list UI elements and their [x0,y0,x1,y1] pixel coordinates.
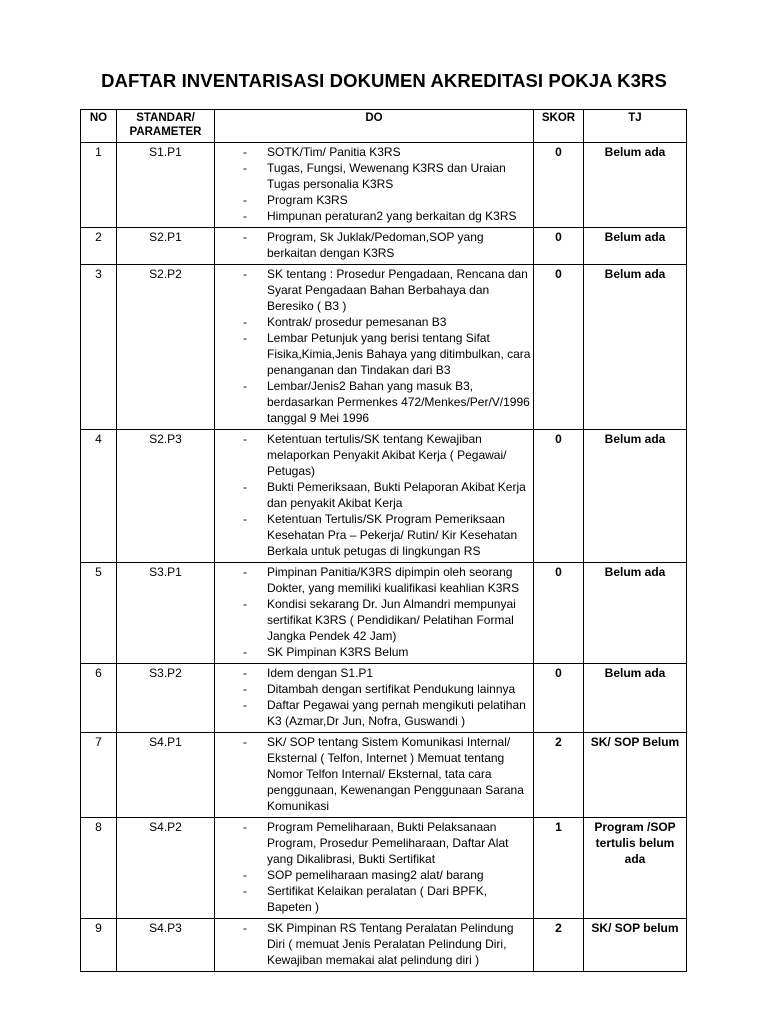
do-item-list [217,665,531,729]
row-do-cell [215,733,534,818]
header-standar: STANDAR/ PARAMETER [117,110,215,143]
row-tj: SK/ SOP Belum [584,733,687,818]
do-list-item: - Program Pemeliharaan, Bukti Pelaksanaan Program, Prosedur Pemeliharaan, Daftar Alat yang Dikalibrasi, Bukti Sertifikat [267,819,531,867]
do-list-item: - Program K3RS [267,192,531,208]
do-list-item: - Kondisi sekarang Dr. Jun Almandri mempunyai sertifikat K3RS ( Pendidikan/ Pelatihan Formal Jangka Pendek 42 Jam) [267,596,531,644]
do-item-list [217,564,531,660]
row-standar: S3.P2 [117,664,215,733]
do-list-item: - Program, Sk Juklak/Pedoman,SOP yang berkaitan dengan K3RS [267,229,531,261]
do-item-list [217,144,531,224]
row-do-cell [215,919,534,972]
do-item-list [217,431,531,559]
do-list-item: - SOTK/Tim/ Panitia K3RS [267,144,531,160]
row-do-cell [215,563,534,664]
row-do-cell [215,228,534,265]
do-list-item: - SOP pemeliharaan masing2 alat/ barang [267,867,531,883]
row-number: 3 [81,265,117,430]
row-standar: S2.P3 [117,430,215,563]
document-table [80,109,687,972]
row-number: 4 [81,430,117,563]
row-number: 1 [81,143,117,228]
row-standar: S2.P1 [117,228,215,265]
table-row [81,265,687,430]
do-list-item: - Himpunan peraturan2 yang berkaitan dg K3RS [267,208,531,224]
row-skor: 0 [534,265,584,430]
row-standar: S4.P3 [117,919,215,972]
do-list-item: - SK Pimpinan RS Tentang Peralatan Pelindung Diri ( memuat Jenis Peralatan Pelindung Diri, Kewajiban memakai alat pelindung diri ) [267,920,531,968]
row-standar: S4.P2 [117,818,215,919]
table-header-row [81,110,687,143]
row-skor: 0 [534,430,584,563]
header-no: NO [81,110,117,143]
row-tj: Belum ada [584,563,687,664]
row-skor: 0 [534,664,584,733]
table-row [81,563,687,664]
do-list-item: - Lembar/Jenis2 Bahan yang masuk B3, berdasarkan Permenkes 472/Menkes/Per/V/1996 tanggal 9 Mei 1996 [267,378,531,426]
row-number: 9 [81,919,117,972]
row-number: 8 [81,818,117,919]
do-list-item: - Idem dengan S1.P1 [267,665,531,681]
row-standar: S1.P1 [117,143,215,228]
row-tj: Program /SOP tertulis belum ada [584,818,687,919]
table-row [81,143,687,228]
do-list-item: - Pimpinan Panitia/K3RS dipimpin oleh seorang Dokter, yang memiliki kualifikasi keahlian K3RS [267,564,531,596]
row-skor: 2 [534,733,584,818]
row-do-cell [215,430,534,563]
do-list-item: - Bukti Pemeriksaan, Bukti Pelaporan Akibat Kerja dan penyakit Akibat Kerja [267,479,531,511]
row-skor: 2 [534,919,584,972]
row-number: 7 [81,733,117,818]
row-tj: Belum ada [584,228,687,265]
row-standar: S4.P1 [117,733,215,818]
header-tj: TJ [584,110,687,143]
do-item-list [217,734,531,814]
do-list-item: - SK tentang : Prosedur Pengadaan, Rencana dan Syarat Pengadaan Bahan Berbahaya dan Beresiko ( B3 ) [267,266,531,314]
table-row [81,430,687,563]
table-body [81,143,687,972]
do-list-item: - Lembar Petunjuk yang berisi tentang Sifat Fisika,Kimia,Jenis Bahaya yang ditimbulkan, cara penanganan dan Tindakan dari B3 [267,330,531,378]
table-row [81,228,687,265]
do-item-list [217,819,531,915]
row-do-cell [215,664,534,733]
header-skor: SKOR [534,110,584,143]
row-standar: S3.P1 [117,563,215,664]
do-item-list [217,229,531,261]
do-item-list [217,266,531,426]
row-standar: S2.P2 [117,265,215,430]
do-list-item: - Tugas, Fungsi, Wewenang K3RS dan Uraian Tugas personalia K3RS [267,160,531,192]
row-tj: Belum ada [584,664,687,733]
row-skor: 1 [534,818,584,919]
do-list-item: - Daftar Pegawai yang pernah mengikuti pelatihan K3 (Azmar,Dr Jun, Nofra, Guswandi ) [267,697,531,729]
page-title: DAFTAR INVENTARISASI DOKUMEN AKREDITASI POKJA K3RS [101,70,667,91]
row-skor: 0 [534,143,584,228]
row-tj: Belum ada [584,143,687,228]
row-do-cell [215,143,534,228]
row-do-cell [215,818,534,919]
table-row [81,733,687,818]
row-number: 2 [81,228,117,265]
do-list-item: - SK Pimpinan K3RS Belum [267,644,531,660]
table-row [81,818,687,919]
do-list-item: - Kontrak/ prosedur pemesanan B3 [267,314,531,330]
row-tj: Belum ada [584,430,687,563]
header-do: DO [215,110,534,143]
do-list-item: - Ketentuan tertulis/SK tentang Kewajiban melaporkan Penyakit Akibat Kerja ( Pegawai/ Petugas) [267,431,531,479]
do-list-item: - Ketentuan Tertulis/SK Program Pemeriksaan Kesehatan Pra – Pekerja/ Rutin/ Kir Kesehatan Berkala untuk petugas di lingkungan RS [267,511,531,559]
row-do-cell [215,265,534,430]
row-skor: 0 [534,563,584,664]
table-row [81,919,687,972]
row-number: 6 [81,664,117,733]
row-tj: SK/ SOP belum [584,919,687,972]
do-item-list [217,920,531,968]
do-list-item: - Ditambah dengan sertifikat Pendukung lainnya [267,681,531,697]
do-list-item: - Sertifikat Kelaikan peralatan ( Dari BPFK, Bapeten ) [267,883,531,915]
table-row [81,664,687,733]
row-skor: 0 [534,228,584,265]
row-tj: Belum ada [584,265,687,430]
row-number: 5 [81,563,117,664]
do-list-item: - SK/ SOP tentang Sistem Komunikasi Internal/ Eksternal ( Telfon, Internet ) Memuat tentang Nomor Telfon Internal/ Eksternal, tata cara penggunaan, Kewenangan Penggunaan Sarana Komunikasi [267,734,531,814]
